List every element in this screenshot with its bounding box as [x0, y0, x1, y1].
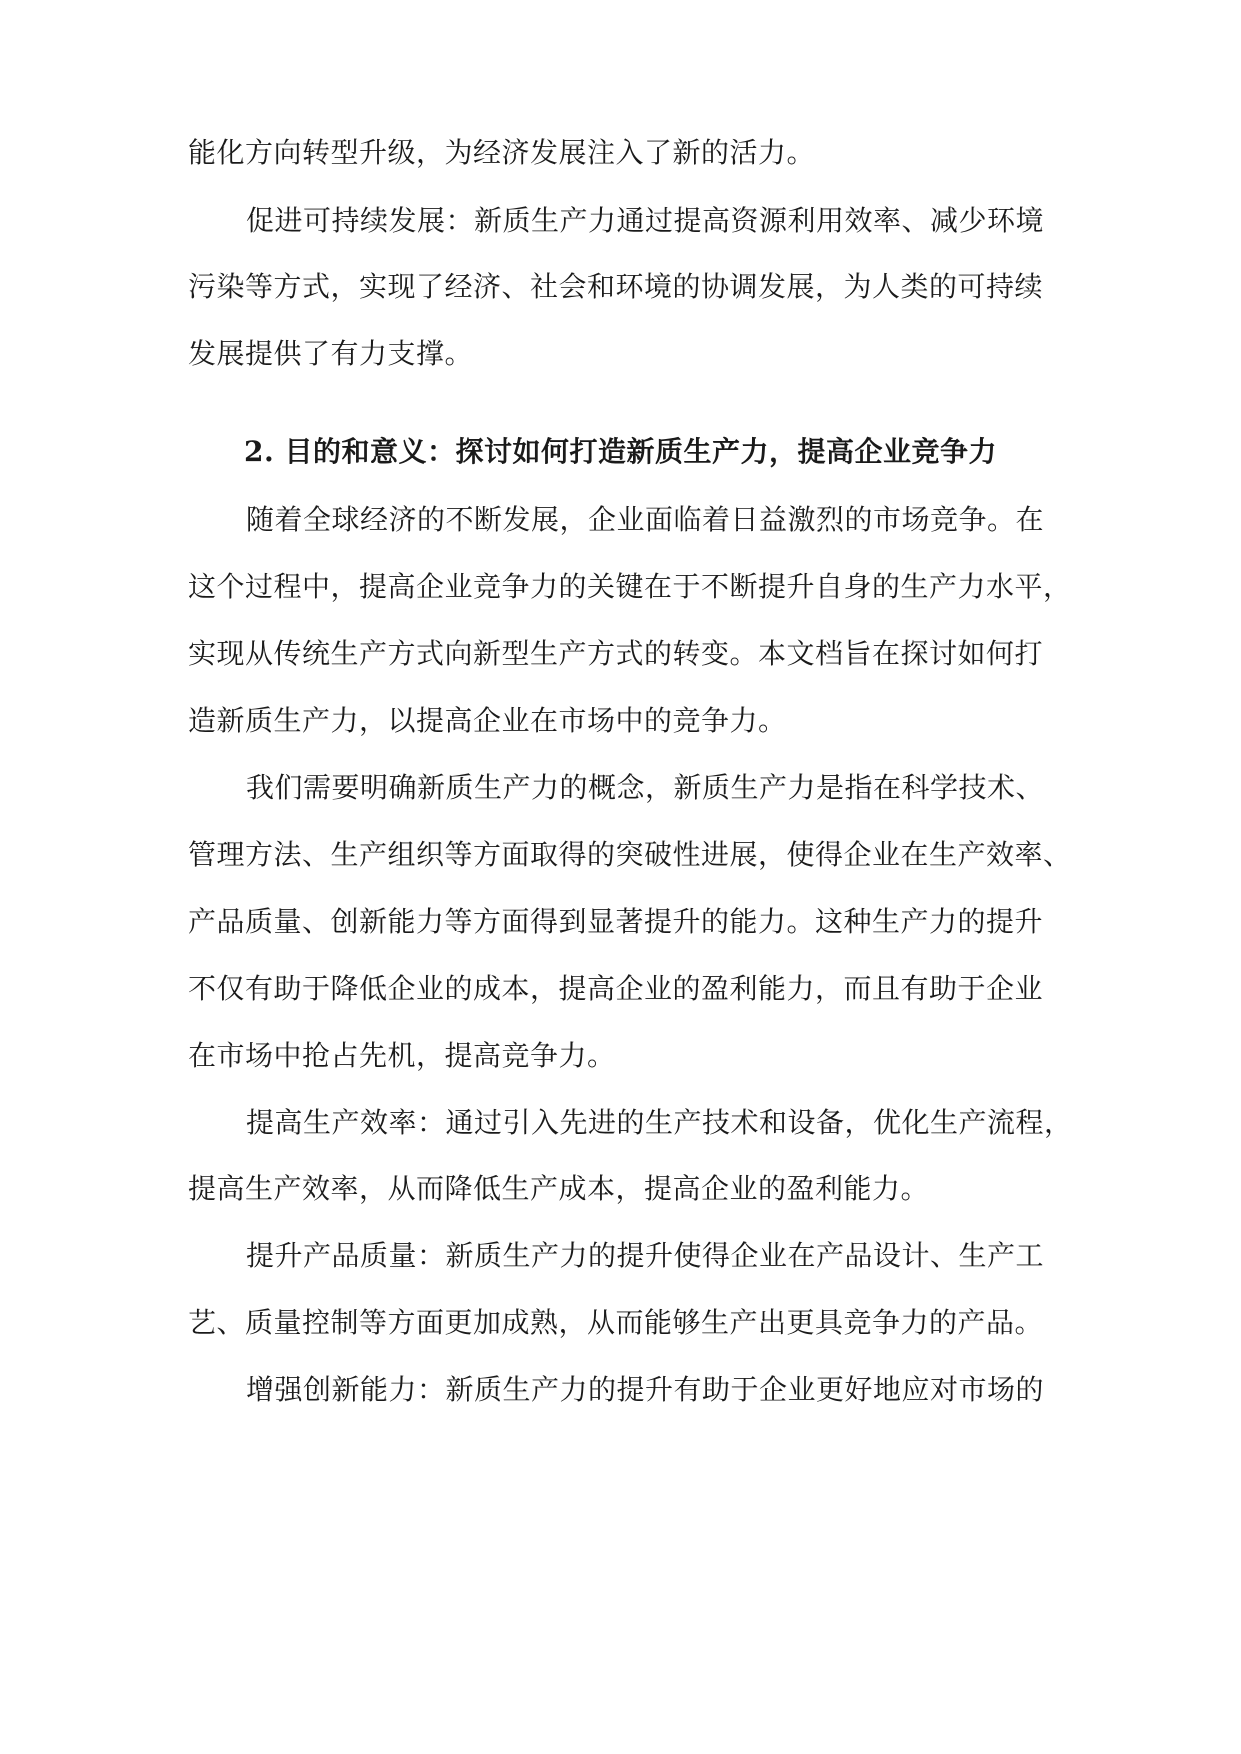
body-text-line: 这个过程中，提高企业竞争力的关键在于不断提升自身的生产力水平， — [188, 570, 1072, 603]
body-text-line: 在市场中抢占先机，提高竞争力。 — [188, 1039, 616, 1072]
body-text-line: 能化方向转型升级，为经济发展注入了新的活力。 — [188, 136, 816, 169]
section-heading: 2. 目的和意义：探讨如何打造新质生产力，提高企业竞争力 — [244, 435, 997, 468]
body-text-line: 不仅有助于降低企业的成本，提高企业的盈利能力，而且有助于企业 — [188, 972, 1044, 1005]
body-text-line: 实现从传统生产方式向新型生产方式的转变。本文档旨在探讨如何打 — [188, 637, 1044, 670]
body-text-line: 增强创新能力：新质生产力的提升有助于企业更好地应对市场的 — [246, 1373, 1045, 1406]
body-text-line: 艺、质量控制等方面更加成熟，从而能够生产出更具竞争力的产品。 — [188, 1306, 1044, 1339]
body-text-line: 促进可持续发展：新质生产力通过提高资源利用效率、减少环境 — [246, 204, 1045, 237]
body-text-line: 提高生产效率，从而降低生产成本，提高企业的盈利能力。 — [188, 1172, 930, 1205]
body-text-line: 提升产品质量：新质生产力的提升使得企业在产品设计、生产工 — [246, 1239, 1045, 1272]
body-text-line: 造新质生产力，以提高企业在市场中的竞争力。 — [188, 704, 787, 737]
body-text-line: 随着全球经济的不断发展，企业面临着日益激烈的市场竞争。在 — [246, 503, 1045, 536]
body-text-line: 污染等方式，实现了经济、社会和环境的协调发展，为人类的可持续 — [188, 270, 1044, 303]
body-text-line: 我们需要明确新质生产力的概念，新质生产力是指在科学技术、 — [246, 771, 1045, 804]
body-text-line: 管理方法、生产组织等方面取得的突破性进展，使得企业在生产效率、 — [188, 838, 1072, 871]
body-text-line: 发展提供了有力支撑。 — [188, 337, 474, 370]
body-text-line: 产品质量、创新能力等方面得到显著提升的能力。这种生产力的提升 — [188, 905, 1044, 938]
body-text-line: 提高生产效率：通过引入先进的生产技术和设备，优化生产流程， — [246, 1106, 1073, 1139]
